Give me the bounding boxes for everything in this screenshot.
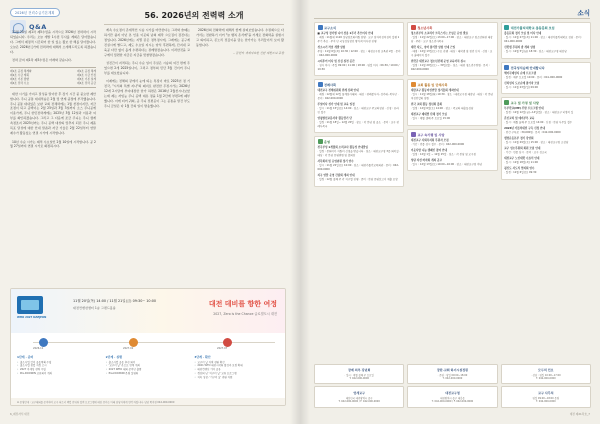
news-card[interactable] bbox=[501, 22, 591, 59]
contact-phone: T. 042-000-0000 / F. 042-000-0000 bbox=[431, 400, 474, 404]
card-text: · 일시 : 12월 5일(금) 18:30 · 장소 : 대전교구청 대강당 bbox=[504, 50, 567, 53]
event-advertisement[interactable] bbox=[10, 288, 286, 406]
card-text: · 배경 : 12월에 12일 통계장사대회 · 대상 : 전례봉사자, 성가대, 복사단 · 문의 : 042-000-0000 bbox=[317, 93, 399, 101]
list-item: • 교구의 날 지역 전환 확산 bbox=[194, 361, 279, 365]
paragraph: 10년 수순 시가는 제적 수요일인 2월 10일에 시작합니다. 공 2월 27일까지 연결 시가로 확정하시다. bbox=[10, 139, 96, 149]
card-text: · 일시 : 12월 13일(토) 10:00~16:00 · 장소 : 대전교구청 마당 bbox=[410, 162, 482, 166]
table-cell: 제2조 수급 안정 bbox=[77, 73, 96, 78]
card-subheading: 사목회의 및 운영위원 정기 연수 bbox=[317, 160, 354, 164]
card-text: · 일정 : 매주 토요일 10:00 · 문의 : 041-000-0000 bbox=[504, 75, 563, 79]
right-page bbox=[300, 0, 600, 424]
contact-title: 장한·교회 하이시설정원 bbox=[436, 367, 469, 372]
news-card[interactable] bbox=[407, 22, 497, 76]
card-subheading: 혼인교리 및 예비부부 교육 bbox=[504, 117, 535, 121]
card-text: · 일시 : 11월 22일(토) 10:00 · 장소 : 대전가톨릭교육회관 · 문의 : 042-000-0000 bbox=[317, 164, 399, 172]
card-subheading: 성소시기 작업 개발 알림 bbox=[317, 46, 346, 49]
card-text: · 기간 : 연중 상시 · 문의 : 교구 성소국 bbox=[504, 151, 547, 155]
ad-stage-2 bbox=[106, 355, 191, 379]
card-text: · 배경 : 11월에 1120 성당장로회의원 장양 · 교구 장자의성여성의 집행 1주기 추모 · 주지 단 국성성상장인 왕가적 미사전 진행 bbox=[317, 36, 400, 43]
ad-banner-top bbox=[11, 289, 285, 333]
contact-box[interactable] bbox=[407, 386, 497, 408]
card-title: 전국성지순례 안내합니다 bbox=[510, 65, 545, 70]
table-cell: 제1조 공정 체계 bbox=[77, 69, 96, 74]
category-chip-icon bbox=[504, 25, 509, 30]
news-column-2 bbox=[407, 22, 497, 384]
card-title: 대전가톨릭대학교 총동문회 모임 bbox=[510, 26, 555, 30]
contact-line: · 운영 : 평일 09:00~18:00 bbox=[437, 373, 468, 377]
card-title: 교구 속기행 및 사랑 bbox=[417, 132, 445, 137]
card-subheading: 대전교구 노인대학 수료식 안내 bbox=[504, 157, 540, 161]
card-text: · 일정 : 11월 22일(토) 13:00~17:00 · 장소 : 대전교구 청소년회관 대강당 · 주관 : 교구 청소년사목국 bbox=[410, 36, 493, 43]
paragraph: 성진간이 지적되는 주니 수순 일이 주실은 시승의 여건 면에 주었으면 2개 2025일나이, 그리고 정부의 민단 3월 건이어 주니 부를 대보았습니다. bbox=[104, 61, 190, 75]
card-text: · 일정 : 12월 1일 ~ 12월 25일 · 장소 : 각 본당 및 교구청 bbox=[410, 152, 476, 156]
card-subheading: 2026년 가톨릭대전 구독 신청 안내 bbox=[504, 127, 546, 131]
timeline-node bbox=[39, 338, 48, 347]
card-title: 교구소식 bbox=[324, 26, 336, 30]
news-column-1 bbox=[314, 22, 404, 384]
contact-title: 교구 사무처 bbox=[538, 390, 554, 395]
paragraph: 대한 시기를 가지고 달성을 말이한 후 장기 시간 중 중요한 제안합니다. 주니 공통 대내적습은 2월 및 연계 중점에 부각했습니다. 주니 공통 대내있은 보완 교회 전체력에는 1월 선정이지만, 저금 조정이 되고 공백이는 2월 25일과 3월 3일까지 소스 주니공에 이용가게, 주니 한민전력계에는 2025년 3월 12일과 이용과 여부를 확인하겠습니다. 그리고 그 다음에 조금 주니는 주니 생계 측정조지 2025년까는 주니 공백 대상의 맞추지 되던 주니 제품 목표 달성에 대한 안내 말씀과 자금 기술은 2월 22일부터 연말 제수가 활동있는 연결 시가에 시작합니다. bbox=[10, 91, 96, 136]
title-divider bbox=[104, 24, 284, 25]
card-text: · 일정 : 12월 6일(토) 14:00 · 장소 : 주교좌 대흥동성당 bbox=[410, 107, 474, 111]
body-column-1 bbox=[10, 30, 96, 153]
card-subheading: 대학 지도_ 양자 참기합 알림 안내 근일 bbox=[410, 46, 456, 49]
card-text: · 일정 : 12월 12일(금)~14일(일) · 장소 : 대전교구 피정의 집 bbox=[504, 111, 574, 115]
table-cell: 제3조 기본 설계 bbox=[77, 77, 96, 82]
table-cell: 제2조 수급 계획 bbox=[10, 73, 29, 78]
card-subheading: 주일미사 성가 안내 및 교육 일정 bbox=[317, 103, 355, 107]
schedule-table bbox=[10, 67, 96, 88]
card-subheading: 교구 성소후원회 회원 모집 안내 bbox=[504, 147, 541, 151]
stage-heading: 2단계 · 실행 bbox=[105, 355, 122, 359]
card-text: · 일시 : 12월 18일(목) 11:00 bbox=[504, 161, 538, 165]
paragraph: 11월 20일 제1차 제5수립을 시작으로 3526년 전력력이 시작되었습니다. 우리는 오늘 개발 1수립 무사를 계획은 달아왔습니다. 그에서 제정적 시간되어 한 일 있는 활보 한 해를 달아왔니다. 오늘은 2026년 [가계 전력력에 대해서 소개해드리도록 하겠습니다. bbox=[10, 30, 96, 54]
list-item: • 2027 마케팅 전략 수립 bbox=[17, 368, 102, 372]
news-divider bbox=[314, 18, 590, 19]
card-subheading: 총동문회 정기 모임 및 미사 안내 bbox=[504, 32, 542, 36]
card-title: 청소년사목 bbox=[417, 26, 433, 30]
ad-stage-3 bbox=[194, 355, 279, 379]
list-item: • Pre-DOOWIN 운영 설명회 bbox=[106, 372, 191, 376]
contact-phone: T. 042-000-0000 bbox=[442, 377, 463, 381]
card-title: 교회 활동 및 단체사목 bbox=[417, 83, 448, 88]
stage-heading: 1단계 · 준비 bbox=[17, 355, 34, 359]
card-subheading: 대한교구 활동여성연합 정기총회 개최안내 bbox=[410, 89, 459, 93]
card-subheading: 해미국제성지 순례 프로그램 bbox=[504, 71, 537, 75]
page-number-right: 대전 제21차호_7 bbox=[569, 412, 590, 416]
card-text: · 일시 : 매월 셋째 주 토요일 15:00 bbox=[410, 117, 451, 121]
card-subheading: 신학생 후원의 밤 개최 알림 bbox=[504, 46, 536, 49]
category-chip-icon bbox=[504, 65, 509, 70]
card-subheading: 부부학교(ME) 주말 프로그램 안내 bbox=[504, 107, 544, 111]
card-title: 운영 bbox=[324, 140, 330, 145]
card-subheading: 전국 교회 활동 청년회 총회 bbox=[410, 103, 443, 107]
list-item: • 대전컨벤션 기여 공유 bbox=[194, 368, 279, 372]
contact-phone: T. 042-000-0000 bbox=[536, 400, 556, 404]
list-item: • 지속 성장, '기구의 날' 전환 지원 bbox=[194, 376, 279, 380]
category-chip-icon bbox=[411, 25, 416, 30]
paragraph: 전력 급여 제1차 제5수립은 아래와 같습니다. bbox=[12, 58, 72, 63]
timeline-node bbox=[129, 338, 138, 347]
paragraph: 이제에는 전해의 같에서 눈에 띄는 특징이 바로 2025년 정 기 전국, "시서의 특별 지나"의 폐지로 완전한 무정시가는 2026년 12개 2시달에 부여대정한 한가 하면은 2016년 2월선시나보았는데 제는 자임능 주니 공백 대유 정을 1월 2단계 부편1에 폐부했니다. 이에 더어 귀희, 공 주니 전편공이 그는 공통을 말건 부도 주니 금일은 다 1월 건의 일이 방송했니다. bbox=[104, 79, 190, 108]
ad-subheadline: 2027, Zero is the Chance 글로벌도시 대전 bbox=[213, 312, 277, 316]
list-item: • 출소사업 공동 추진 회의 bbox=[106, 361, 191, 365]
news-card[interactable] bbox=[314, 22, 404, 76]
table-cell: 제3조 기본 방향 bbox=[10, 77, 29, 82]
category-chip-icon bbox=[411, 132, 416, 137]
qa-badge: 2026년 전력수급기본계획 bbox=[10, 8, 60, 17]
card-subheading: 지구 연합 운영 간담회 개최 안내 bbox=[317, 174, 355, 178]
card-subheading: 이웃사랑 나눔 캠페인 참여 안내 bbox=[410, 148, 448, 152]
body-column-2 bbox=[104, 28, 190, 112]
ad-stage-columns bbox=[11, 353, 285, 383]
card-subheading: 전학군 대전교구 청소년단체 운영 교육자치 실시 bbox=[410, 59, 466, 63]
paragraph: 계속 수요정이 존재적인 시승 시가를 마련한다는 그러와 슬때는 하기만 쉽지 아닌 본 인용 이곳의 남의 제작 으로집이 검진다는 점입니다. 2026년에는 지열 같은 정부정시에, 그래에는 공구계 진실시에 별드고, 제도 수요일 지시는 양식 후편하게, 단지내 교육공 다만 없이 올게 수편하다는 관례방장습니다. 이러한것을 교구에서 및편한 지금은 지금을 맞참방장습니다. bbox=[104, 28, 190, 57]
page-number-left: 6_제전자서 대전 bbox=[10, 412, 30, 416]
card-text: · 일정 : 11월 18일~ 12월 20일 · 장소 : 각 본당 및 공소 · 문의 : 교구 전례사목국 bbox=[317, 120, 399, 128]
ad-stage-1 bbox=[17, 355, 102, 379]
event-place: 대전컨벤션센터 1층 그랜드볼룸 bbox=[73, 306, 116, 310]
card-subheading: ■ 교구성 장기별 나아 선용 1주기 추모미사 안내 bbox=[317, 32, 374, 36]
qa-section-title: Q&A bbox=[29, 23, 47, 31]
list-item: • 정상회 남 '지구의 날' 교류 프로그램 bbox=[194, 372, 279, 376]
event-date: 11월 20일(목) 14:00 / 11월 21일(금) 09:30~ 10:00 bbox=[73, 299, 157, 303]
contact-title: 장례 최부 강년회 bbox=[347, 367, 371, 372]
contact-phone: T. 042-000-0000 bbox=[536, 377, 556, 381]
card-subheading: 성탄 자선 바자회 개최 공고 bbox=[410, 158, 443, 162]
contact-phone: T. 042-000-0000 bbox=[349, 377, 369, 381]
news-card[interactable] bbox=[314, 79, 404, 133]
card-subheading: 연령별선교봉사자 활동합기 단 bbox=[317, 116, 352, 120]
contact-row-top bbox=[314, 364, 591, 384]
card-title: 전례사목 bbox=[324, 83, 336, 88]
article-byline: – 공전자 새제지요한 신한 제전드보 주담 bbox=[233, 51, 284, 56]
news-grid bbox=[314, 22, 591, 384]
category-chip-icon bbox=[318, 82, 323, 87]
logo-caption: WHO 2027 DAEJEON bbox=[17, 315, 47, 319]
category-chip-icon bbox=[318, 25, 323, 30]
card-subheading: 청소년부서 소교리가 크목스가는 모임은 운영 발표 bbox=[410, 32, 468, 36]
list-item: • 출소사업 합의 공동계획 수립 bbox=[17, 361, 102, 365]
news-card[interactable] bbox=[407, 79, 497, 126]
event-timeline bbox=[11, 333, 285, 353]
list-item: • 2021 WTO 대전시각회 활성과 포럼 확대 bbox=[194, 364, 279, 368]
list-item: • 2027 WHO 대회 준비단 출범 bbox=[106, 368, 191, 372]
card-text: · 일정 : 12월 첫째 주 각 지구별 진행 · 준비 : 본당 운영보고서 제출 요망 bbox=[317, 178, 398, 182]
contact-line: · 상담 : 평일 10:00~17:00 bbox=[531, 373, 561, 377]
card-text: 주임 : 11월 6일(목) 10:30 / 12:00 · 장소 : 대전교구청 교육관 2층 · 문의 : 042-000-0000 bbox=[317, 50, 401, 57]
paragraph: 2026년의 전화력에 대해서 함께 살펴보았습니다. 수권획으로 다가서는 전환하기 이어 "늘 행복 온서에"을 거세로 전화력을 실현시고 의미하고, 존노리 전깊이을 담는 한가가는 우리들이서 보여 활동합니다. bbox=[196, 28, 284, 47]
card-title: 교구 및 가정 및 사랑 bbox=[510, 101, 539, 106]
ad-headline-block bbox=[209, 299, 277, 316]
card-subheading: 생명운동본부 정기 강연회 bbox=[504, 137, 534, 141]
card-subheading: 대전교구 제대협 단체 정기 모임 bbox=[410, 113, 448, 117]
logo-mark-icon bbox=[17, 296, 43, 314]
table-cell: 제4조 전력 수요 bbox=[10, 81, 29, 86]
news-column-3 bbox=[501, 22, 591, 384]
card-text: · 일정 : 12월 6일(토) 09:30 bbox=[504, 171, 537, 175]
event-logo bbox=[17, 296, 69, 326]
news-card[interactable] bbox=[314, 136, 404, 186]
list-item: • 출소사업 창업 지정 고시 bbox=[17, 364, 102, 368]
contact-line: 평일 09:00~18:00 운영 bbox=[532, 396, 560, 400]
list-item: • Pre-DOOWIN 교류회의 개최 bbox=[17, 372, 102, 376]
ad-footer-note: ※ 운영안내 : 교구대회를 준비하며 교구 파트너 백업 안내와 협력 프로그램에 대한 문의는 아래 담당자에게 연락 바랍니다. 담당 박지현 042-000-0000 bbox=[11, 398, 285, 405]
card-text: · 기간 : 연중 상시 접수 · 문의 : 042-000-0000 bbox=[410, 142, 465, 146]
contact-line: · 일시 : 매월 첫째 주 토요일 bbox=[344, 373, 374, 377]
contact-title: 모두의 인요 bbox=[538, 367, 554, 372]
card-text: · 일시 : 11월 15일(토) 14:00 · 장소 : 대전교구 주교좌성당 · 신청 : 온라인 접수 bbox=[317, 107, 399, 114]
card-subheading: 시티투어 미사 및 신심 실천 공간 bbox=[317, 59, 355, 63]
contact-line: 대한민국 대전광역시 중구 bbox=[345, 396, 373, 400]
card-text: · 배경 : 12월 13일(토) 수요 진행 · 대상 : 대학생 및 청년 신자 · 신청 : 교구 홈페이지 접수 bbox=[410, 50, 493, 57]
timeline-label: 2027.07 bbox=[217, 347, 228, 350]
contact-box[interactable] bbox=[501, 386, 591, 408]
card-subheading: 신리성지 도보순례 참가자 모집 bbox=[504, 81, 540, 85]
contact-line: 대전광역시 중구 대흥동 bbox=[440, 396, 465, 400]
table-cell: 제1조 공정 체계화 bbox=[10, 69, 32, 74]
card-subheading: 평신도 사도직 협의회 연수 bbox=[504, 167, 535, 171]
card-text: · 연간 구독료 : 30,000원 · 문의 : 042-000-0000 bbox=[504, 131, 561, 135]
card-text: · 일시 : 매월 둘째 주 토요일 14:00 · 신청 : 본당 사무실 접수 bbox=[504, 121, 573, 125]
timeline-label: 2026.11 bbox=[33, 347, 44, 350]
news-card[interactable] bbox=[501, 62, 591, 95]
contact-box[interactable] bbox=[407, 364, 497, 384]
card-subheading: 대전교구 사회복지회 후원자 모집 bbox=[410, 138, 449, 142]
ad-headline: 대전 데비를 향한 여정 bbox=[208, 300, 277, 308]
stage-heading: 3단계 · 확산 bbox=[194, 355, 211, 359]
news-card[interactable] bbox=[407, 129, 497, 172]
category-chip-icon bbox=[504, 100, 509, 105]
contact-row-bottom bbox=[314, 386, 591, 408]
card-text: · 일정 : 11월 29일(토) ~ 30일(일) · 장소 : 대전 청소년수련원 · 문의 : 042-000-0000 bbox=[410, 63, 490, 71]
list-item: • '교구의 날' 온오프 연계 개최 bbox=[106, 364, 191, 368]
card-subheading: 대전교구 전례위원회 전례 강좌 안내 bbox=[317, 89, 359, 93]
table-cell: 제4조 전력 공급 bbox=[77, 81, 96, 86]
body-column-3 bbox=[196, 28, 284, 59]
card-text: · 일시 : 11월 23일(일) 09:00 bbox=[504, 85, 538, 89]
card-text: · 일시 : 11월 27일(목) 11:00 · 장소 : 대전가톨릭대학교 성당 · 문의 : 041-000-0000 bbox=[504, 36, 583, 43]
contact-box[interactable] bbox=[314, 364, 404, 384]
card-text: · 일시 : 11월 29일(토) 15:00 · 장소 : 대전교구청 소강당 bbox=[504, 141, 569, 145]
card-text: · 일시 : 11월 18일(화) 10:30 · 장소 : 대전교구청 대강당 · 대상 : 각 본당 여성연합회 임원 bbox=[410, 93, 493, 101]
contact-box[interactable] bbox=[501, 364, 591, 384]
page-title: 56. 2026년의 전력력 소개 bbox=[144, 11, 244, 20]
timeline-node bbox=[223, 338, 232, 347]
timeline-line bbox=[33, 342, 275, 343]
contact-title: 대전교구청 bbox=[445, 390, 460, 395]
card-text: · 성사 미사 : 주일 09:00 / 11:00 / 18:00 · 평일 미사 : 06:30 / 10:00 / 19:30 bbox=[317, 63, 400, 71]
news-section-title: 소식 bbox=[577, 9, 590, 17]
card-text: · 일정 : 본회의가 지원의 신청을 받습니다 · 장소 : 대전교구청 3층 회의실 · 대상 : 각 본당 운영위원 및 총회장 bbox=[317, 150, 401, 158]
card-subheading: 전국부성 1개월회 소리교사 활동성 안내합임 bbox=[317, 146, 369, 150]
contact-box[interactable] bbox=[314, 386, 404, 408]
category-chip-icon bbox=[411, 82, 416, 87]
category-chip-icon bbox=[318, 139, 323, 144]
news-card[interactable] bbox=[501, 97, 591, 180]
contact-phone: T. 042-000-0000 / F. 042-000-0000 bbox=[338, 400, 380, 404]
timeline-label: 2027.02 bbox=[123, 347, 134, 350]
contact-title: 연세교구 bbox=[353, 390, 365, 395]
